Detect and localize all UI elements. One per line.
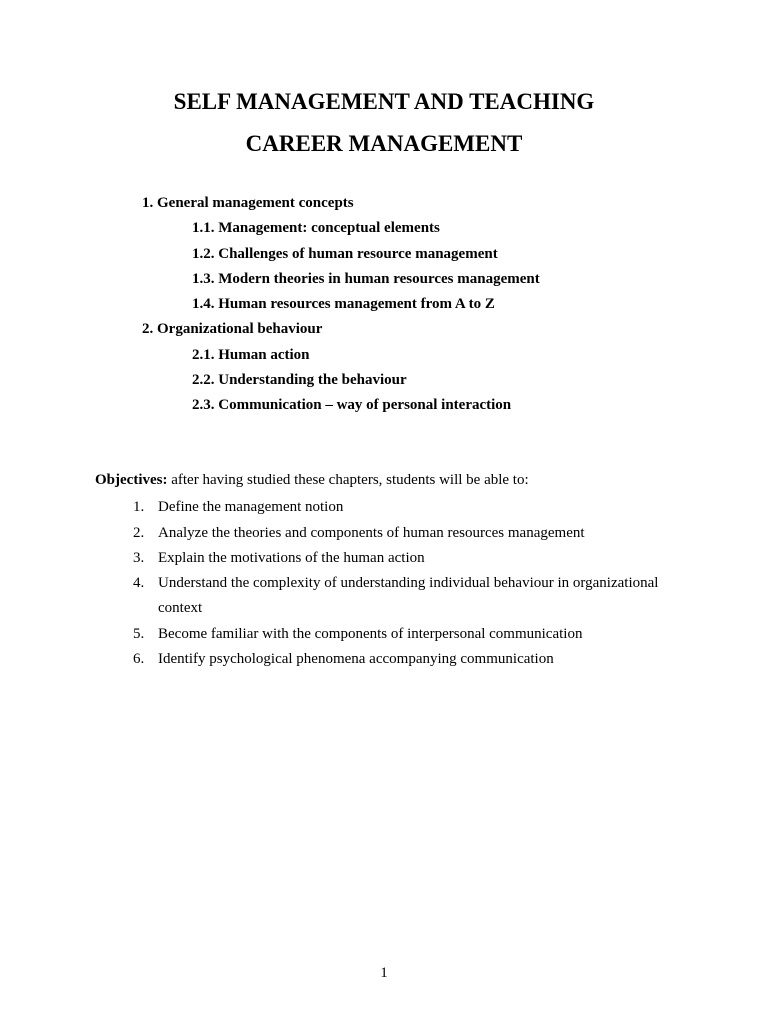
table-of-contents <box>0 193 768 421</box>
toc-item-2-3: 2.3. Communication – way of personal interaction <box>192 397 512 414</box>
page-number: 1 <box>380 965 388 981</box>
list-item <box>95 546 715 571</box>
list-item-text: Understand the complexity of understanding individual behaviour in organizational context <box>158 575 659 617</box>
list-item <box>95 571 715 622</box>
objectives-intro <box>95 470 715 495</box>
list-item <box>95 495 715 520</box>
objectives-section <box>95 470 715 672</box>
objectives-intro-text: after having studied these chapters, students will be able to: <box>167 472 529 488</box>
list-item <box>95 647 715 672</box>
list-item-text: Explain the motivations of the human action <box>158 549 425 566</box>
objectives-list <box>95 495 715 672</box>
list-item-number: 2. <box>133 524 145 541</box>
list-item <box>95 521 715 546</box>
toc-item-2: 2. Organizational behaviour <box>142 321 323 338</box>
toc-item-1-2: 1.2. Challenges of human resource management <box>192 245 498 262</box>
list-item-number: 3. <box>133 549 145 566</box>
list-item-number: 6. <box>133 651 145 668</box>
list-item-text: Become familiar with the components of interpersonal communication <box>158 625 583 642</box>
list-item-text: Identify psychological phenomena accompanying communication <box>158 651 554 668</box>
toc-item-1-3: 1.3. Modern theories in human resources management <box>192 270 540 287</box>
toc-item-1: 1. General management concepts <box>142 195 354 211</box>
title-line-1: SELF MANAGEMENT AND TEACHING <box>173 89 595 114</box>
toc-item-2-1: 2.1. Human action <box>192 346 310 363</box>
toc-item-1-1: 1.1. Management: conceptual elements <box>192 220 440 237</box>
list-item-number: 4. <box>133 575 145 592</box>
list-item-text: Analyze the theories and components of human resources management <box>158 524 585 541</box>
objectives-label: Objectives: <box>95 472 168 488</box>
toc-item-1-4: 1.4. Human resources management from A to Z <box>192 296 495 313</box>
list-item-text: Define the management notion <box>158 499 344 516</box>
list-item <box>95 622 715 647</box>
list-item-number: 5. <box>133 625 145 642</box>
toc-item-2-2: 2.2. Understanding the behaviour <box>192 372 407 389</box>
list-item-number: 1. <box>133 499 145 516</box>
title-line-2: CAREER MANAGEMENT <box>245 131 523 156</box>
